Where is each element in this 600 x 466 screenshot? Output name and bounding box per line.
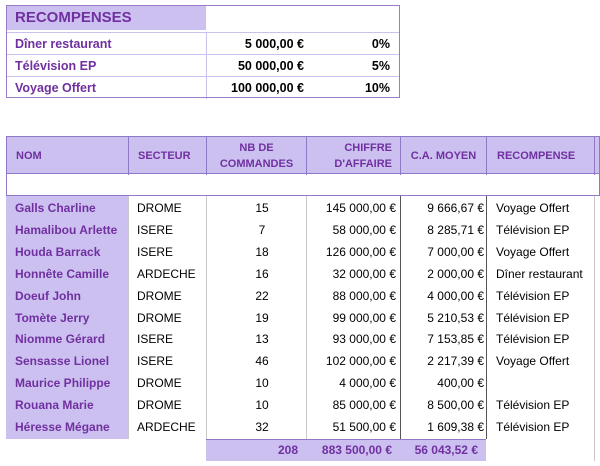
table-row[interactable]	[6, 350, 600, 372]
reward-row[interactable]	[6, 76, 399, 99]
cell-orders[interactable]: 7	[258, 222, 266, 237]
reward-rate: 0%	[371, 37, 390, 51]
rewards-title[interactable]: RECOMPENSES	[6, 5, 206, 30]
cell-name[interactable]: Rouana Marie	[15, 398, 94, 413]
header-reward[interactable]: RECOMPENSE	[487, 137, 595, 175]
cell-avg-revenue[interactable]: 4 000,00 €	[427, 288, 484, 303]
table-row[interactable]	[6, 416, 600, 438]
table-row[interactable]	[6, 372, 600, 394]
cell-avg-revenue[interactable]: 2 000,00 €	[427, 266, 484, 281]
header-name[interactable]: NOM	[7, 137, 129, 175]
cell-reward[interactable]: Voyage Offert	[496, 244, 570, 259]
table-row[interactable]	[6, 197, 600, 219]
reward-threshold: 100 000,00 €	[231, 81, 304, 95]
cell-revenue[interactable]: 85 000,00 €	[332, 398, 396, 413]
column-divider	[306, 196, 307, 439]
header-revenue[interactable]: CHIFFRE D'AFFAIRE	[307, 137, 401, 175]
cell-name[interactable]: Doeuf John	[15, 288, 81, 303]
reward-row[interactable]	[6, 32, 399, 55]
header-avg-revenue[interactable]: C.A. MOYEN	[401, 137, 487, 175]
cell-avg-revenue[interactable]: 5 210,53 €	[427, 310, 484, 325]
cell-orders[interactable]: 15	[255, 201, 269, 215]
cell-revenue[interactable]: 145 000,00 €	[325, 201, 396, 215]
cell-name[interactable]: Tomète Jerry	[15, 310, 90, 325]
cell-avg-revenue[interactable]: 1 609,38 €	[427, 420, 484, 434]
cell-orders[interactable]: 16	[255, 266, 269, 281]
reward-rate: 10%	[364, 81, 390, 95]
cell-orders[interactable]: 32	[255, 420, 269, 434]
cell-revenue[interactable]: 4 000,00 €	[339, 376, 396, 391]
cell-sector[interactable]: DROME	[137, 310, 182, 325]
reward-row[interactable]	[6, 54, 399, 77]
cell-orders[interactable]: 10	[255, 398, 269, 413]
table-header	[6, 136, 600, 174]
reward-label: Dîner restaurant	[15, 37, 112, 51]
blank-row[interactable]	[6, 174, 600, 196]
column-divider	[128, 196, 129, 439]
cell-reward[interactable]: Télévision EP	[496, 288, 570, 303]
header-sector[interactable]: SECTEUR	[129, 137, 207, 175]
cell-name[interactable]: Galls Charline	[15, 201, 96, 215]
cell-name[interactable]: Héresse Mégane	[15, 420, 110, 434]
cell-sector[interactable]: ARDECHE	[137, 266, 196, 281]
cell-name[interactable]: Niomme Gérard	[15, 332, 106, 347]
cell-reward[interactable]: Voyage Offert	[496, 201, 570, 215]
cell-avg-revenue[interactable]: 7 000,00 €	[427, 244, 484, 259]
table-row[interactable]	[6, 394, 600, 416]
cell-avg-revenue[interactable]: 7 153,85 €	[427, 332, 484, 347]
cell-revenue[interactable]: 102 000,00 €	[325, 354, 396, 369]
cell-revenue[interactable]: 32 000,00 €	[332, 266, 396, 281]
column-divider	[594, 196, 595, 461]
cell-orders[interactable]: 18	[255, 244, 269, 259]
reward-threshold: 5 000,00 €	[244, 37, 304, 51]
table-row[interactable]	[6, 285, 600, 307]
cell-reward[interactable]: Télévision EP	[496, 310, 570, 325]
cell-avg-revenue[interactable]: 8 500,00 €	[427, 398, 484, 413]
reward-threshold: 50 000,00 €	[237, 59, 304, 73]
table-row[interactable]	[6, 263, 600, 285]
cell-revenue[interactable]: 88 000,00 €	[332, 288, 396, 303]
cell-reward[interactable]: Voyage Offert	[496, 354, 570, 369]
cell-revenue[interactable]: 99 000,00 €	[332, 310, 396, 325]
cell-orders[interactable]: 13	[255, 332, 269, 347]
cell-name[interactable]: Hamalibou Arlette	[15, 222, 118, 237]
table-row[interactable]	[6, 219, 600, 241]
cell-sector[interactable]: ISERE	[137, 244, 174, 259]
cell-sector[interactable]: DROME	[137, 398, 182, 413]
total-orders[interactable]: 208	[277, 443, 298, 457]
cell-reward[interactable]: Dîner restaurant	[496, 266, 583, 281]
column-divider	[206, 196, 207, 439]
cell-revenue[interactable]: 58 000,00 €	[332, 222, 396, 237]
cell-sector[interactable]: ISERE	[137, 332, 174, 347]
cell-revenue[interactable]: 126 000,00 €	[325, 244, 396, 259]
reward-label: Voyage Offert	[15, 81, 97, 95]
cell-reward[interactable]: Télévision EP	[496, 332, 570, 347]
cell-sector[interactable]: DROME	[137, 201, 182, 215]
cell-name[interactable]: Honnête Camille	[15, 266, 110, 281]
cell-revenue[interactable]: 51 500,00 €	[332, 420, 396, 434]
column-divider	[400, 196, 401, 439]
table-row[interactable]	[6, 307, 600, 329]
column-divider	[486, 196, 487, 439]
cell-sector[interactable]: ISERE	[137, 222, 174, 237]
cell-avg-revenue[interactable]: 2 217,39 €	[427, 354, 484, 369]
reward-rate: 5%	[371, 59, 390, 73]
cell-reward[interactable]: Télévision EP	[496, 420, 570, 434]
cell-orders[interactable]: 46	[255, 354, 269, 369]
cell-avg-revenue[interactable]: 400,00 €	[437, 376, 484, 391]
cell-reward[interactable]: Télévision EP	[496, 398, 570, 413]
cell-orders[interactable]: 19	[255, 310, 269, 325]
cell-avg-revenue[interactable]: 8 285,71 €	[427, 222, 484, 237]
table-row[interactable]	[6, 241, 600, 263]
cell-orders[interactable]: 22	[255, 288, 269, 303]
cell-reward[interactable]: Télévision EP	[496, 222, 570, 237]
cell-name[interactable]: Houda Barrack	[15, 244, 101, 259]
cell-name[interactable]: Sensasse Lionel	[15, 354, 110, 369]
cell-sector[interactable]: ISERE	[137, 354, 174, 369]
cell-sector[interactable]: DROME	[137, 288, 182, 303]
total-revenue[interactable]: 883 500,00 €	[321, 443, 392, 457]
cell-sector[interactable]: DROME	[137, 376, 182, 391]
total-avg-revenue[interactable]: 56 043,52 €	[414, 443, 478, 457]
cell-avg-revenue[interactable]: 9 666,67 €	[427, 201, 484, 215]
cell-revenue[interactable]: 93 000,00 €	[332, 332, 396, 347]
cell-sector[interactable]: ARDECHE	[137, 420, 196, 434]
reward-label: Télévision EP	[15, 59, 97, 73]
cell-orders[interactable]: 10	[255, 376, 269, 391]
header-orders[interactable]: NB DE COMMANDES	[207, 137, 307, 175]
table-row[interactable]	[6, 328, 600, 350]
cell-name[interactable]: Maurice Philippe	[15, 376, 111, 391]
